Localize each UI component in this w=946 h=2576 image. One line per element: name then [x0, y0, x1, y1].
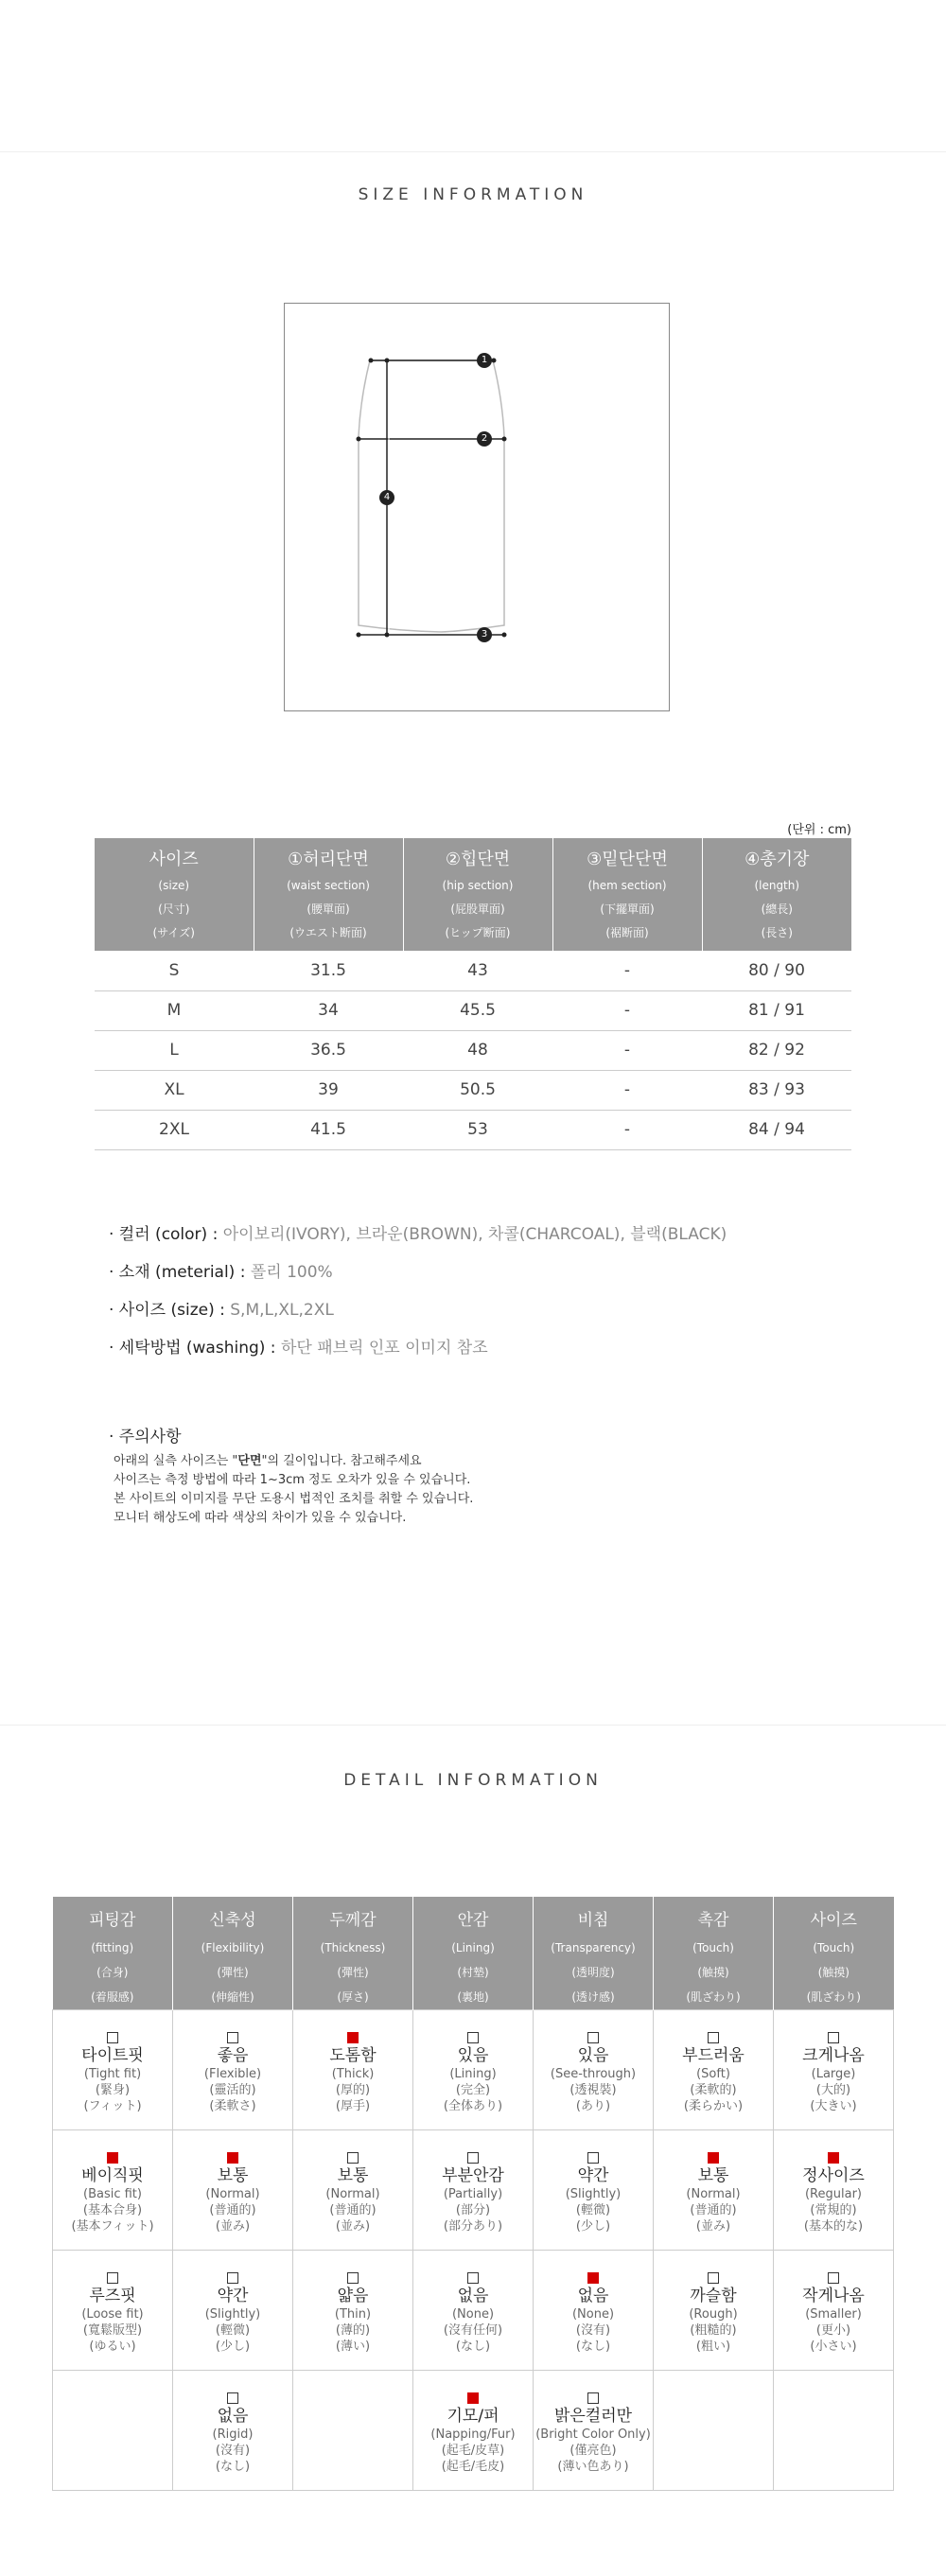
option-label-zh: (透視裝) — [569, 2083, 617, 2097]
detail-cell — [413, 2130, 534, 2251]
option-label-zh: (起毛/皮草) — [441, 2444, 505, 2458]
length-header: ④총기장 (length) (總長) (長さ) — [702, 838, 851, 951]
detail-cell — [654, 2371, 774, 2491]
option-label-zh: (普通的) — [209, 2203, 256, 2217]
table-row — [95, 951, 851, 990]
checked-box-icon — [227, 2152, 238, 2164]
option-label-ja: (厚手) — [335, 2099, 371, 2113]
option-label-ja: (起毛/毛皮) — [441, 2460, 505, 2474]
detail-cell — [413, 2251, 534, 2371]
detail-header: 피팅감 (fitting) (合身) (着服感) — [53, 1897, 173, 2010]
option-label-ko: 있음 — [577, 2046, 609, 2065]
option-label-ko: 얇음 — [337, 2287, 369, 2305]
checked-box-icon — [828, 2152, 839, 2164]
option-label-zh: (柔軟的) — [690, 2083, 737, 2097]
detail-cell — [173, 2371, 293, 2491]
option-label-ko: 보통 — [217, 2166, 249, 2185]
option-label-en: (Rough) — [689, 2307, 738, 2322]
detail-cell — [53, 2010, 173, 2130]
size-table-header — [95, 838, 851, 951]
option-label-zh: (部分) — [455, 2203, 491, 2217]
option-label-ko: 크게나옴 — [802, 2046, 865, 2065]
option-label-ja: (基本フィット) — [71, 2219, 154, 2234]
unchecked-box-icon — [347, 2272, 359, 2284]
option-label-ko: 부드러움 — [682, 2046, 745, 2065]
detail-cell — [774, 2130, 894, 2251]
detail-table-header — [53, 1897, 894, 2010]
marker-4: 4 — [379, 490, 394, 505]
detail-cell — [413, 2371, 534, 2491]
detail-header: 신축성 (Flexibility) (彈性) (伸縮性) — [173, 1897, 293, 2010]
unchecked-box-icon — [467, 2032, 479, 2043]
size-table — [95, 838, 851, 1150]
unit-label: (단위 : cm) — [787, 823, 851, 837]
option-label-ja: (全体あり) — [443, 2099, 503, 2113]
detail-header: 안감 (Lining) (村墊) (裏地) — [413, 1897, 534, 2010]
unchecked-box-icon — [708, 2032, 719, 2043]
detail-row — [53, 2010, 894, 2130]
option-label-ko: 베이직핏 — [81, 2166, 144, 2185]
option-label-ja: (大きい) — [810, 2099, 857, 2113]
option-label-en: (Bright Color Only) — [535, 2427, 651, 2442]
detail-cell — [53, 2130, 173, 2251]
detail-information-title: DETAIL INFORMATION — [343, 1771, 603, 1790]
option-label-ko: 작게나옴 — [802, 2287, 865, 2305]
detail-cell — [413, 2010, 534, 2130]
option-label-ko: 약간 — [577, 2166, 609, 2185]
option-label-ja: (薄い) — [335, 2339, 371, 2354]
option-label-zh: (普通的) — [329, 2203, 377, 2217]
marker-1: 1 — [477, 353, 492, 368]
option-label-zh: (輕微) — [215, 2323, 251, 2338]
detail-header: 비침 (Transparency) (透明度) (透け感) — [534, 1897, 654, 2010]
option-label-en: (Lining) — [449, 2067, 497, 2081]
table-row — [95, 990, 851, 1030]
option-label-ja: (フィット) — [83, 2099, 142, 2113]
detail-row — [53, 2251, 894, 2371]
option-label-ja: (部分あり) — [443, 2219, 503, 2234]
detail-header: 사이즈 (Touch) (触摸) (肌ざわり) — [774, 1897, 894, 2010]
detail-cell — [654, 2251, 774, 2371]
option-label-zh: (粗糙的) — [690, 2323, 737, 2338]
detail-cell — [53, 2371, 173, 2491]
option-label-en: (Large) — [811, 2067, 856, 2081]
length-cell: 82 / 92 — [702, 1030, 851, 1070]
option-label-zh: (完全) — [455, 2083, 491, 2097]
hip-cell: 45.5 — [403, 990, 552, 1030]
size-cell: 2XL — [95, 1110, 254, 1149]
table-row — [95, 1110, 851, 1149]
waist-cell: 36.5 — [254, 1030, 403, 1070]
option-label-zh: (靈活的) — [209, 2083, 256, 2097]
option-label-zh: (厚的) — [335, 2083, 371, 2097]
detail-cell — [293, 2251, 413, 2371]
middle-divider — [0, 1725, 946, 1726]
detail-cell — [774, 2371, 894, 2491]
option-label-en: (See-through) — [550, 2067, 637, 2081]
detail-cell — [654, 2130, 774, 2251]
hip-cell: 48 — [403, 1030, 552, 1070]
unchecked-box-icon — [587, 2152, 599, 2164]
detail-cell — [534, 2371, 654, 2491]
notice-line-2: 사이즈는 측정 방법에 따라 1~3cm 정도 오차가 있을 수 있습니다. — [114, 1473, 471, 1487]
hem-header: ③밑단단면 (hem section) (下擺單面) (裾断面) — [552, 838, 702, 951]
length-cell: 80 / 90 — [702, 951, 851, 990]
checked-box-icon — [347, 2032, 359, 2043]
option-label-ja: (並み) — [215, 2219, 251, 2234]
unchecked-box-icon — [587, 2392, 599, 2404]
option-label-en: (Slightly) — [565, 2187, 622, 2201]
notice-title: · 주의사항 — [109, 1428, 182, 1446]
skirt-measurement-diagram — [284, 303, 670, 711]
unchecked-box-icon — [828, 2032, 839, 2043]
detail-cell — [173, 2251, 293, 2371]
unchecked-box-icon — [467, 2152, 479, 2164]
option-label-en: (Thick) — [331, 2067, 375, 2081]
option-label-ja: (粗い) — [695, 2339, 731, 2354]
option-label-ja: (薄い色あり) — [557, 2460, 629, 2474]
unchecked-box-icon — [107, 2032, 118, 2043]
detail-row — [53, 2371, 894, 2491]
option-label-en: (Smaller) — [805, 2307, 862, 2322]
detail-cell — [774, 2251, 894, 2371]
size-cell: L — [95, 1030, 254, 1070]
size-info: · 사이즈 (size) : S,M,L,XL,2XL — [109, 1301, 334, 1320]
option-label-zh: (沒有) — [215, 2444, 251, 2458]
option-label-zh: (僅亮色) — [569, 2444, 617, 2458]
length-cell: 83 / 93 — [702, 1070, 851, 1110]
unchecked-box-icon — [347, 2152, 359, 2164]
notice-line-4: 모니터 해상도에 따라 색상의 차이가 있을 수 있습니다. — [114, 1511, 407, 1525]
option-label-en: (Napping/Fur) — [430, 2427, 516, 2442]
option-label-ja: (なし) — [455, 2339, 491, 2354]
option-label-ko: 좋음 — [217, 2046, 249, 2065]
unchecked-box-icon — [708, 2272, 719, 2284]
waist-cell: 34 — [254, 990, 403, 1030]
detail-table — [52, 1897, 894, 2491]
option-label-en: (Normal) — [325, 2187, 380, 2201]
detail-cell — [534, 2130, 654, 2251]
option-label-ko: 부분안감 — [442, 2166, 504, 2185]
unchecked-box-icon — [107, 2272, 118, 2284]
waist-header: ①허리단면 (waist section) (腰單面) (ウエスト断面) — [254, 838, 403, 951]
option-label-en: (Slightly) — [204, 2307, 261, 2322]
option-label-ja: (なし) — [575, 2339, 611, 2354]
detail-cell — [534, 2251, 654, 2371]
option-label-ja: (柔軟さ) — [209, 2099, 256, 2113]
notice-text — [114, 1452, 473, 1528]
option-label-zh: (沒有) — [575, 2323, 611, 2338]
notice-line-3: 본 사이트의 이미지를 무단 도용시 법적인 조치를 취할 수 있습니다. — [114, 1492, 474, 1506]
option-label-ko: 타이트핏 — [81, 2046, 144, 2065]
size-header: 사이즈 (size) (尺寸) (サイズ) — [95, 838, 254, 951]
option-label-ko: 까슬함 — [690, 2287, 737, 2305]
unchecked-box-icon — [587, 2032, 599, 2043]
hem-cell: - — [552, 1070, 702, 1110]
option-label-zh: (緊身) — [95, 2083, 131, 2097]
option-label-en: (Normal) — [205, 2187, 260, 2201]
waist-cell: 41.5 — [254, 1110, 403, 1149]
hem-cell: - — [552, 951, 702, 990]
option-label-en: (Thin) — [334, 2307, 372, 2322]
size-information-title: SIZE INFORMATION — [358, 185, 588, 204]
hem-cell: - — [552, 1030, 702, 1070]
option-label-ja: (少し) — [215, 2339, 251, 2354]
detail-header: 촉감 (Touch) (触摸) (肌ざわり) — [654, 1897, 774, 2010]
detail-cell — [654, 2010, 774, 2130]
option-label-ja: (並み) — [335, 2219, 371, 2234]
hip-header: ②힙단면 (hip section) (屁股單面) (ヒップ断面) — [403, 838, 552, 951]
unchecked-box-icon — [227, 2392, 238, 2404]
option-label-ko: 없음 — [217, 2407, 249, 2426]
top-divider — [0, 151, 946, 152]
hip-cell: 53 — [403, 1110, 552, 1149]
option-label-ko: 없음 — [577, 2287, 609, 2305]
marker-2: 2 — [477, 431, 492, 447]
option-label-en: (Normal) — [686, 2187, 741, 2201]
option-label-en: (Flexible) — [203, 2067, 262, 2081]
option-label-zh: (沒有任何) — [443, 2323, 503, 2338]
option-label-ko: 기모/퍼 — [447, 2407, 499, 2426]
option-label-ja: (少し) — [575, 2219, 611, 2234]
option-label-ko: 밝은컬러만 — [553, 2407, 633, 2426]
detail-cell — [173, 2130, 293, 2251]
option-label-en: (Partially) — [443, 2187, 503, 2201]
unchecked-box-icon — [828, 2272, 839, 2284]
unchecked-box-icon — [227, 2272, 238, 2284]
option-label-ko: 정사이즈 — [802, 2166, 865, 2185]
checked-box-icon — [587, 2272, 599, 2284]
option-label-zh: (更小) — [815, 2323, 851, 2338]
table-row — [95, 1070, 851, 1110]
option-label-zh: (薄的) — [335, 2323, 371, 2338]
option-label-en: (None) — [451, 2307, 495, 2322]
detail-cell — [293, 2010, 413, 2130]
option-label-en: (Regular) — [804, 2187, 862, 2201]
option-label-ja: (柔らかい) — [683, 2099, 744, 2113]
washing-info: · 세탁방법 (washing) : 하단 패브릭 인포 이미지 참조 — [109, 1339, 488, 1358]
option-label-ja: (基本的な) — [803, 2219, 864, 2234]
option-label-ja: (なし) — [215, 2460, 251, 2474]
hip-cell: 50.5 — [403, 1070, 552, 1110]
table-row — [95, 1030, 851, 1070]
option-label-ja: (あり) — [575, 2099, 611, 2113]
option-label-zh: (寬鬆版型) — [82, 2323, 143, 2338]
waist-cell: 31.5 — [254, 951, 403, 990]
length-cell: 81 / 91 — [702, 990, 851, 1030]
option-label-ko: 도톰함 — [329, 2046, 377, 2065]
option-label-ko: 없음 — [457, 2287, 489, 2305]
detail-cell — [173, 2010, 293, 2130]
detail-cell — [53, 2251, 173, 2371]
waist-cell: 39 — [254, 1070, 403, 1110]
notice-line-1: 아래의 실측 사이즈는 "단면"의 길이입니다. 참고해주세요 — [114, 1454, 422, 1468]
option-label-ko: 보통 — [697, 2166, 729, 2185]
option-label-zh: (常規的) — [810, 2203, 857, 2217]
option-label-en: (None) — [571, 2307, 615, 2322]
option-label-ko: 약간 — [217, 2287, 249, 2305]
option-label-ja: (ゆるい) — [89, 2339, 136, 2354]
option-label-en: (Tight fit) — [83, 2067, 142, 2081]
hip-cell: 43 — [403, 951, 552, 990]
hem-cell: - — [552, 1110, 702, 1149]
option-label-zh: (輕微) — [575, 2203, 611, 2217]
option-label-ja: (小さい) — [810, 2339, 857, 2354]
checked-box-icon — [107, 2152, 118, 2164]
detail-cell — [293, 2371, 413, 2491]
option-label-zh: (普通的) — [690, 2203, 737, 2217]
size-cell: M — [95, 990, 254, 1030]
length-cell: 84 / 94 — [702, 1110, 851, 1149]
option-label-ko: 있음 — [457, 2046, 489, 2065]
detail-row — [53, 2130, 894, 2251]
option-label-zh: (基本合身) — [82, 2203, 143, 2217]
unchecked-box-icon — [467, 2272, 479, 2284]
option-label-ko: 루즈핏 — [89, 2287, 136, 2305]
option-label-ja: (並み) — [695, 2219, 731, 2234]
size-cell: XL — [95, 1070, 254, 1110]
option-label-en: (Soft) — [696, 2067, 730, 2081]
length-line-icon — [285, 304, 669, 710]
detail-cell — [774, 2010, 894, 2130]
detail-cell — [534, 2010, 654, 2130]
size-cell: S — [95, 951, 254, 990]
detail-cell — [293, 2130, 413, 2251]
checked-box-icon — [467, 2392, 479, 2404]
detail-header: 두께감 (Thickness) (彈性) (厚さ) — [293, 1897, 413, 2010]
marker-3: 3 — [477, 627, 492, 642]
material-info: · 소재 (meterial) : 폴리 100% — [109, 1263, 333, 1282]
option-label-en: (Loose fit) — [81, 2307, 144, 2322]
hem-cell: - — [552, 990, 702, 1030]
option-label-en: (Basic fit) — [83, 2187, 142, 2201]
option-label-en: (Rigid) — [212, 2427, 254, 2442]
checked-box-icon — [708, 2152, 719, 2164]
option-label-ko: 보통 — [337, 2166, 369, 2185]
color-info: · 컬러 (color) : 아이보리(IVORY), 브라운(BROWN), 차콜(CHARCOAL), 블랙(BLACK) — [109, 1225, 727, 1244]
option-label-zh: (大的) — [815, 2083, 851, 2097]
unchecked-box-icon — [227, 2032, 238, 2043]
